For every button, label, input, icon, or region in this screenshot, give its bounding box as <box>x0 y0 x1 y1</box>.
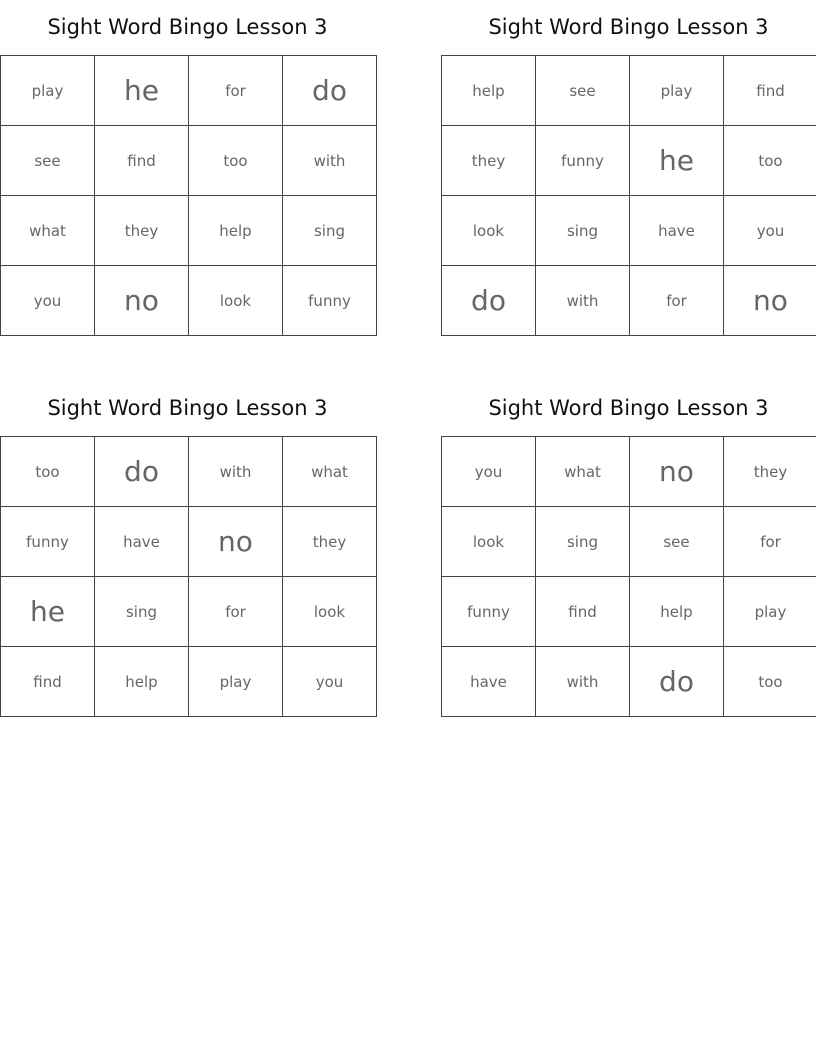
bingo-cell: funny <box>442 577 536 647</box>
bingo-cell: for <box>189 56 283 126</box>
bingo-cell: have <box>95 507 189 577</box>
grid-row <box>442 507 816 577</box>
bingo-cell: what <box>283 437 377 507</box>
bingo-cell: he <box>630 126 724 196</box>
bingo-cell: sing <box>536 196 630 266</box>
bingo-cell: do <box>283 56 377 126</box>
bingo-cell: no <box>95 266 189 336</box>
bingo-cell: find <box>95 126 189 196</box>
bingo-cell: funny <box>283 266 377 336</box>
bingo-grid <box>0 55 377 336</box>
bingo-cell: you <box>724 196 816 266</box>
bingo-cell: play <box>630 56 724 126</box>
bingo-cell: find <box>536 577 630 647</box>
bingo-cell: for <box>724 507 816 577</box>
bingo-cell: what <box>536 437 630 507</box>
bingo-cell: no <box>630 437 724 507</box>
bingo-cell: he <box>1 577 95 647</box>
bingo-cell: sing <box>536 507 630 577</box>
grid-row <box>442 196 816 266</box>
grid-row <box>442 56 816 126</box>
bingo-cell: too <box>1 437 95 507</box>
bingo-cell: no <box>724 266 816 336</box>
bingo-cell: do <box>442 266 536 336</box>
card-title: Sight Word Bingo Lesson 3 <box>47 396 328 420</box>
bingo-cell: look <box>442 196 536 266</box>
bingo-cell: funny <box>536 126 630 196</box>
bingo-cell: with <box>536 266 630 336</box>
bingo-cell: what <box>1 196 95 266</box>
bingo-cell: they <box>283 507 377 577</box>
bingo-grid <box>441 436 816 717</box>
bingo-card-4 <box>441 381 816 717</box>
grid-row <box>1 126 377 196</box>
grid-row <box>1 196 377 266</box>
bingo-cell: have <box>630 196 724 266</box>
grid-row <box>442 266 816 336</box>
grid-row <box>442 577 816 647</box>
bingo-cell: do <box>95 437 189 507</box>
bingo-cell: see <box>1 126 95 196</box>
bingo-grid <box>441 55 816 336</box>
bingo-cell: funny <box>1 507 95 577</box>
bingo-cell: they <box>95 196 189 266</box>
bingo-cell: with <box>189 437 283 507</box>
card-title: Sight Word Bingo Lesson 3 <box>47 15 328 39</box>
bingo-cell: find <box>1 647 95 717</box>
bingo-cell: see <box>630 507 724 577</box>
bingo-cell: too <box>189 126 283 196</box>
bingo-cell: help <box>442 56 536 126</box>
bingo-cell: help <box>189 196 283 266</box>
bingo-cell: you <box>283 647 377 717</box>
bingo-cell: for <box>630 266 724 336</box>
bingo-cell: for <box>189 577 283 647</box>
bingo-card-2 <box>441 0 816 336</box>
grid-row <box>442 437 816 507</box>
bingo-cell: with <box>283 126 377 196</box>
bingo-cell: do <box>630 647 724 717</box>
bingo-cell: look <box>189 266 283 336</box>
bingo-grid <box>0 436 377 717</box>
bingo-cell: look <box>283 577 377 647</box>
bingo-cell: sing <box>95 577 189 647</box>
bingo-cell: he <box>95 56 189 126</box>
bingo-cell: with <box>536 647 630 717</box>
bingo-cell: you <box>1 266 95 336</box>
grid-row <box>442 647 816 717</box>
bingo-cell: help <box>630 577 724 647</box>
bingo-cell: no <box>189 507 283 577</box>
bingo-cell: play <box>189 647 283 717</box>
bingo-cell: look <box>442 507 536 577</box>
card-title: Sight Word Bingo Lesson 3 <box>488 396 769 420</box>
bingo-cell: you <box>442 437 536 507</box>
bingo-cell: too <box>724 126 816 196</box>
bingo-cell: too <box>724 647 816 717</box>
bingo-card-1 <box>0 0 375 336</box>
bingo-cell: play <box>1 56 95 126</box>
grid-row <box>1 507 377 577</box>
grid-row <box>1 647 377 717</box>
grid-row <box>442 126 816 196</box>
bingo-cell: find <box>724 56 816 126</box>
bingo-cell: have <box>442 647 536 717</box>
bingo-cell: they <box>724 437 816 507</box>
bingo-card-3 <box>0 381 375 717</box>
grid-row <box>1 437 377 507</box>
bingo-cell: play <box>724 577 816 647</box>
grid-row <box>1 56 377 126</box>
bingo-cell: sing <box>283 196 377 266</box>
bingo-cell: see <box>536 56 630 126</box>
bingo-cell: they <box>442 126 536 196</box>
grid-row <box>1 577 377 647</box>
card-title: Sight Word Bingo Lesson 3 <box>488 15 769 39</box>
grid-row <box>1 266 377 336</box>
bingo-cell: help <box>95 647 189 717</box>
